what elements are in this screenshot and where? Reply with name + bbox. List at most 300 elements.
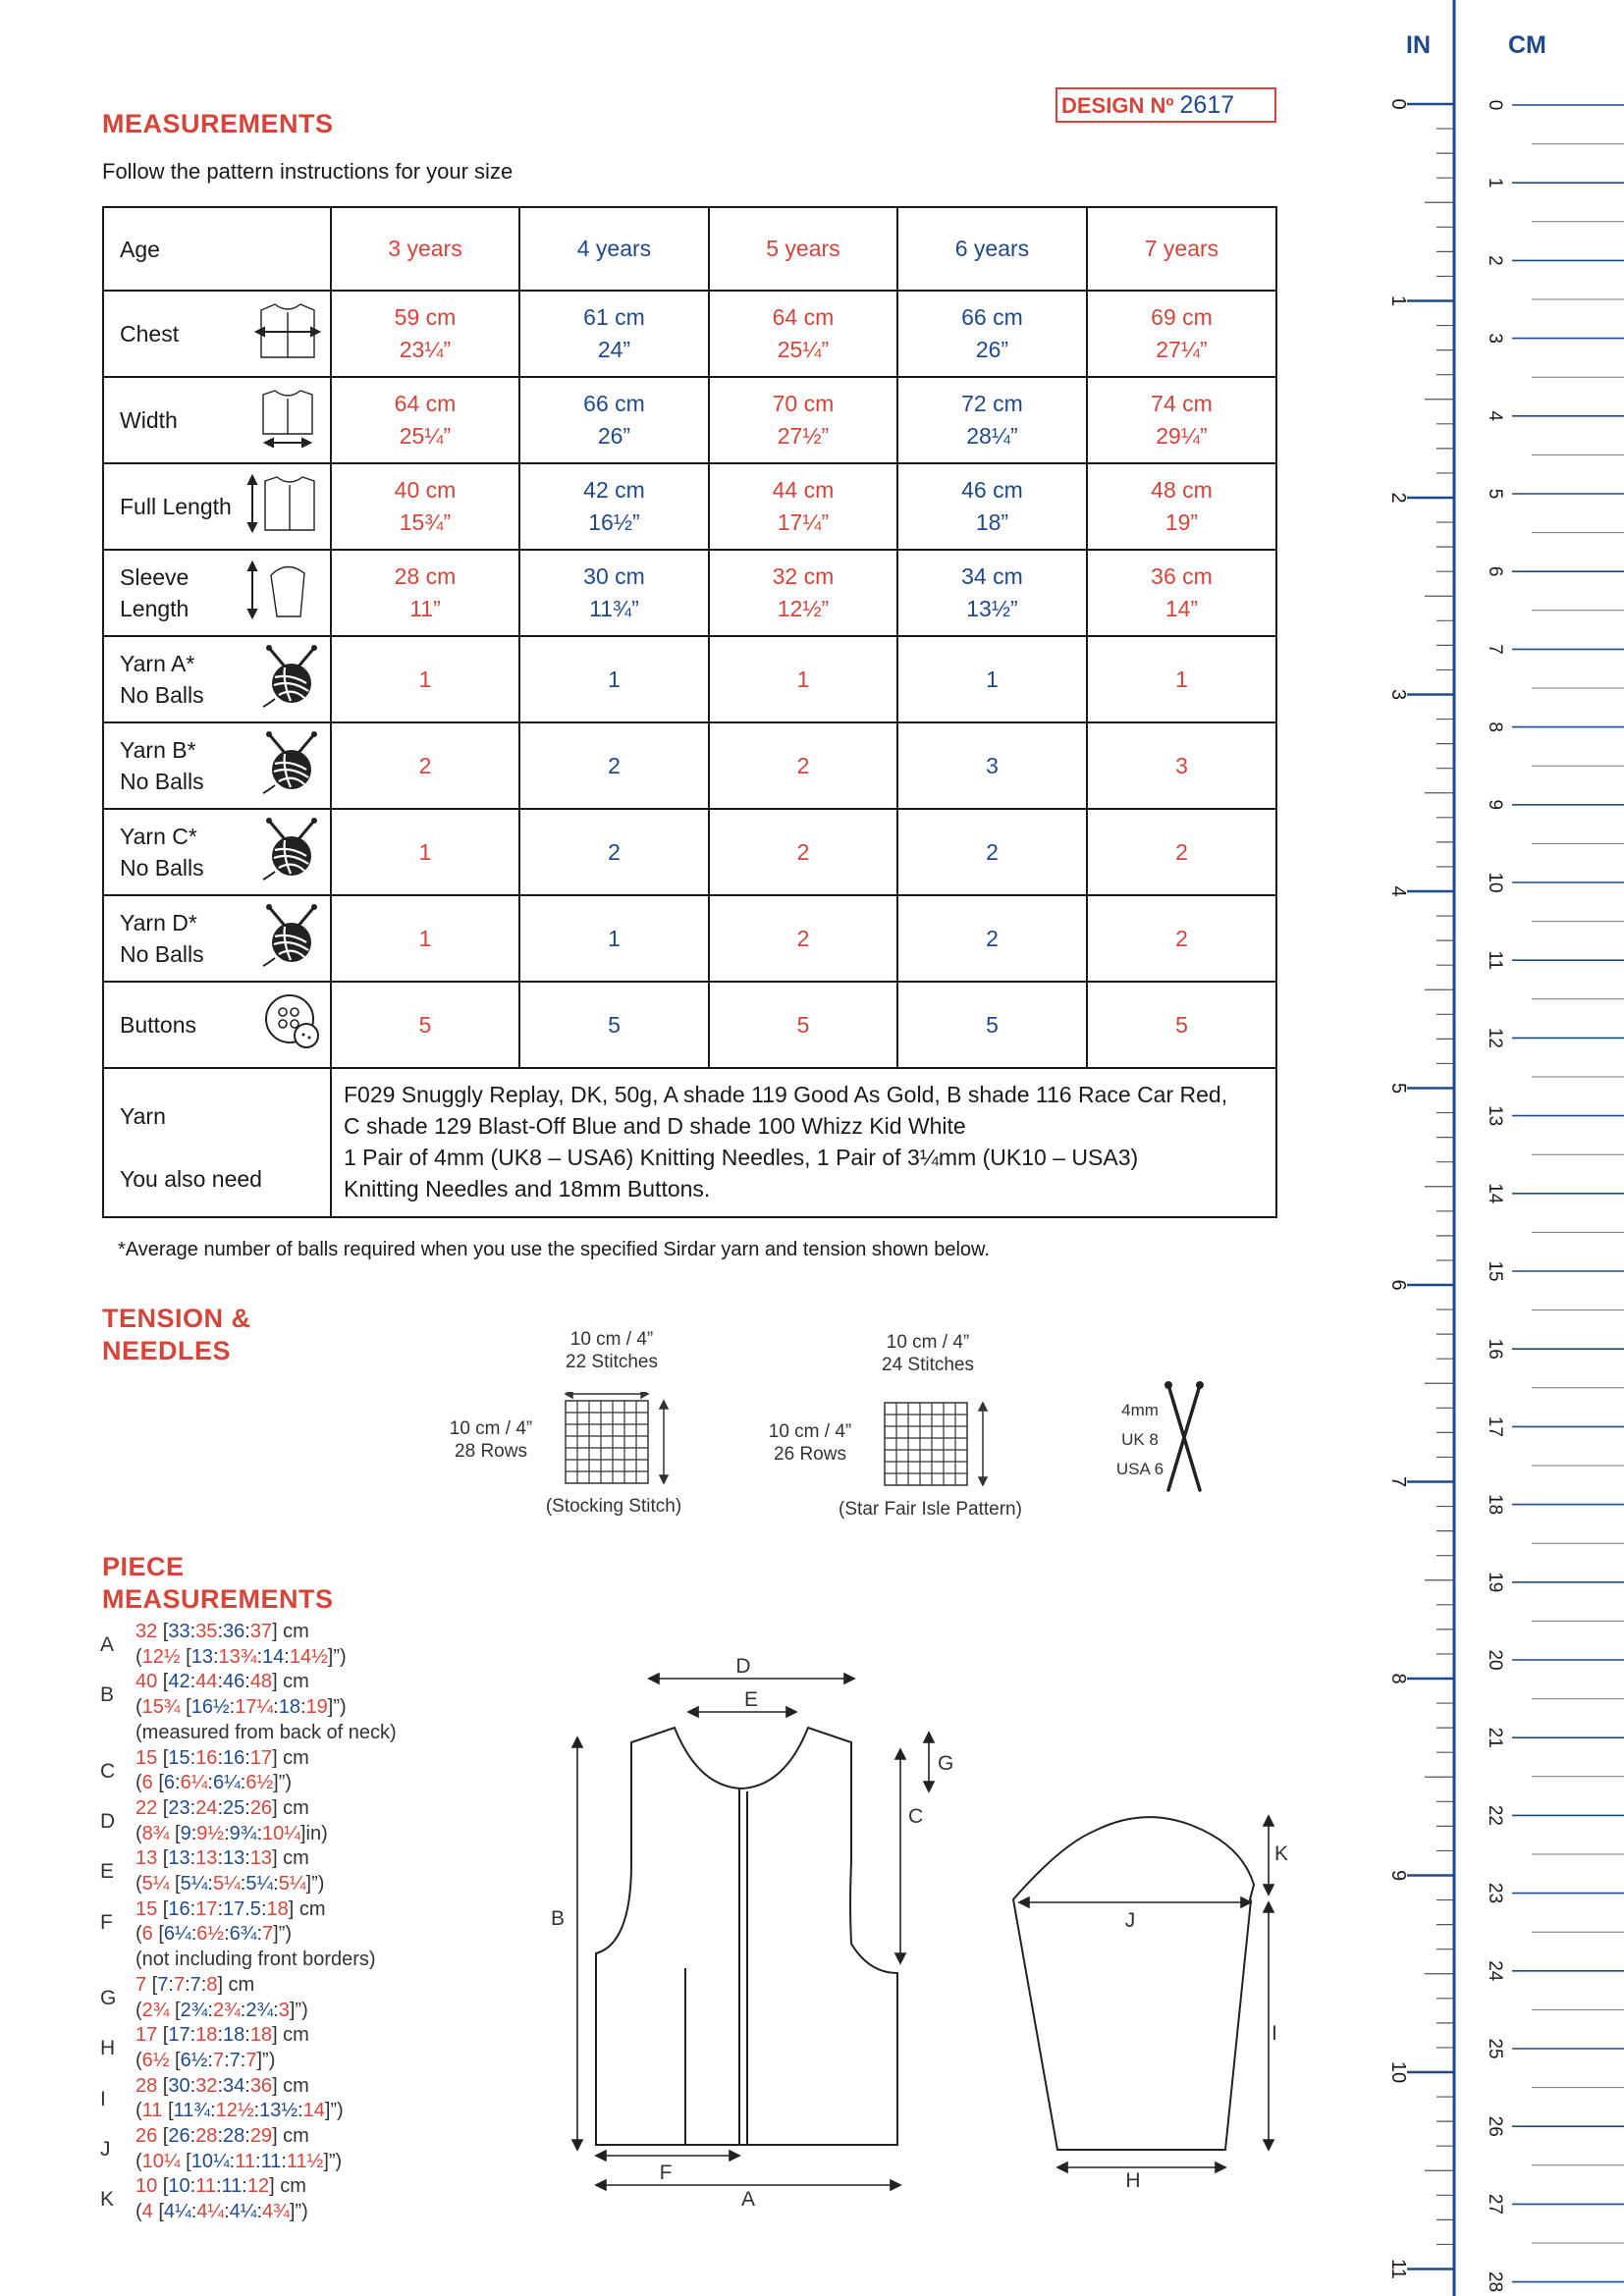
piece-value: : (244, 1621, 250, 1642)
piece-value: 4¼ (163, 2201, 191, 2223)
ruler-cm-label: 1 (1485, 177, 1505, 188)
yarn-label: Yarn (120, 1103, 166, 1129)
piece-letter: J (100, 2138, 111, 2162)
table-cell (709, 982, 897, 1068)
piece-value: ] cm (272, 1847, 309, 1870)
piece-value: : (215, 2175, 222, 2198)
piece-value: 6½ (180, 2049, 208, 2071)
piece-value: 6 (141, 1772, 153, 1794)
piece-value: 6¼ (180, 1772, 208, 1794)
piece-value: 13 (190, 1645, 213, 1668)
piece-value: 7 (189, 1973, 201, 1996)
piece-value: 30 (168, 2074, 190, 2097)
swatch1-grid-icon (560, 1392, 673, 1488)
piece-value: 48 (249, 1671, 273, 1693)
cell-value: 19” (1164, 509, 1199, 535)
piece-value: : (189, 1671, 196, 1693)
piece-item-b (94, 1670, 397, 1745)
table-cell (1087, 636, 1276, 722)
piece-value: [ (157, 2175, 169, 2198)
need-text-line2: Knitting Needles and 18mm Buttons. (343, 1176, 711, 1201)
age-header-3: 6 years (897, 207, 1087, 291)
row-label-cell (103, 550, 331, 636)
table-row (103, 291, 1276, 377)
piece-value: : (260, 1897, 267, 1920)
cell-value: 25¼” (399, 423, 452, 449)
cell-value: 11” (409, 596, 441, 621)
cell-value: 2 (796, 752, 810, 778)
need-text-line1: 1 Pair of 4mm (UK8 – USA6) Knitting Needles, 1 Pair of 3¼mm (UK10 – USA3) (343, 1145, 1139, 1170)
piece-value: [ (180, 1696, 191, 1719)
piece-value: 2¾ (180, 1999, 208, 2021)
row-label-cell (103, 636, 331, 722)
tension-heading (102, 1303, 251, 1367)
piece-value: : (189, 1621, 196, 1642)
piece-value: 7 (229, 2049, 241, 2071)
swatch1-caption: (Stocking Stitch) (545, 1496, 682, 1517)
piece-value: 4¾ (262, 2201, 290, 2223)
table-row (103, 809, 1276, 895)
swatch2-grid-icon (879, 1394, 992, 1490)
piece-value: : (207, 2049, 213, 2071)
swatch2-caption: (Star Fair Isle Pattern) (839, 1499, 1022, 1520)
piece-value: [ (169, 1873, 181, 1896)
piece-heading-line1: PIECE (102, 1552, 185, 1581)
piece-value: 13¾ (218, 1645, 257, 1668)
table-cell (1087, 722, 1276, 809)
piece-value: 13 (195, 1847, 218, 1870)
piece-value: 11 (221, 2175, 243, 2198)
swatch1-stitches: 22 Stitches (566, 1352, 658, 1372)
table-cell (1087, 809, 1276, 895)
row-label-cell (103, 463, 331, 550)
row-label-sub: Length (120, 596, 189, 621)
piece-value: 17.5 (223, 1897, 261, 1920)
cell-value: 59 cm (394, 304, 457, 330)
piece-value: 7 (157, 1973, 169, 1996)
table-cell (709, 377, 897, 463)
width-diagram-icon (253, 387, 322, 454)
ruler-inch-label: 3 (1387, 688, 1409, 701)
piece-value: 11 (235, 2150, 255, 2172)
swatch1-width: 10 cm / 4” (569, 1329, 654, 1350)
cell-value: 66 cm (583, 391, 645, 416)
cell-value: 18” (975, 509, 1009, 535)
piece-value: 12½ (215, 2100, 254, 2122)
knitting-needles-icon (1162, 1379, 1207, 1497)
ruler-inch-label: 4 (1387, 885, 1409, 897)
piece-value: : (240, 1772, 246, 1794)
ruler-cm-label: 27 (1485, 2193, 1505, 2215)
swatch1-height: 10 cm / 4” (449, 1418, 533, 1439)
row-label: Width (120, 407, 178, 433)
table-row (103, 895, 1276, 982)
diagram-label-d: D (735, 1655, 751, 1678)
table-cell (897, 809, 1087, 895)
cell-value: 1 (418, 666, 432, 692)
design-number: 2617 (1179, 91, 1235, 119)
swatch2-top-label (854, 1331, 1001, 1376)
cell-value: 26” (975, 337, 1009, 362)
piece-item-c (94, 1746, 397, 1796)
piece-value: 6½ (196, 1923, 225, 1946)
piece-value: ]”) (273, 1923, 293, 1946)
piece-value: ]in) (299, 1822, 328, 1844)
diagram-label-j: J (1124, 1909, 1136, 1932)
sleeve-diagram-icon (244, 560, 322, 626)
piece-value: : (189, 1796, 196, 1819)
piece-value: : (190, 1923, 197, 1946)
piece-value: ( (135, 1999, 142, 2021)
table-cell (331, 550, 519, 636)
cell-value: 2 (986, 838, 999, 865)
piece-value: 44 (195, 1671, 218, 1693)
design-number-box (1056, 87, 1276, 123)
ruler-cm-label: 23 (1485, 1883, 1505, 1904)
piece-value: : (210, 2100, 216, 2122)
piece-value: ]”) (273, 1772, 293, 1794)
piece-value: : (185, 1973, 190, 1996)
cell-value: 34 cm (961, 563, 1023, 589)
piece-value: 14½ (289, 1645, 328, 1668)
piece-value: 2¾ (141, 1999, 170, 2021)
piece-in (135, 2049, 397, 2074)
table-cell (331, 291, 519, 377)
piece-value: 6½ (141, 2049, 170, 2071)
row-label-cell (103, 895, 331, 982)
table-cell (709, 895, 897, 982)
ruler-cm-label: 7 (1485, 644, 1505, 655)
piece-value: 9 (180, 1822, 191, 1844)
row-label: Full Length (120, 494, 232, 519)
piece-value: 32 (135, 1621, 158, 1642)
table-cell (1087, 463, 1276, 550)
piece-value: : (189, 2024, 196, 2047)
table-cell (331, 722, 519, 809)
tension-heading-line1: TENSION & (102, 1304, 251, 1333)
ruler-inch-label: 5 (1387, 1082, 1409, 1095)
cell-value: 1 (986, 666, 999, 692)
piece-value: : (224, 2201, 230, 2223)
piece-value: ] cm (272, 2125, 309, 2148)
piece-value: 7 (245, 2049, 257, 2071)
piece-value: 2¾ (245, 1999, 274, 2021)
diagram-label-e: E (743, 1688, 759, 1711)
piece-value: : (217, 1847, 223, 1870)
piece-value: : (217, 1796, 223, 1819)
piece-value: ( (135, 1923, 142, 1946)
cell-value: 70 cm (772, 391, 835, 416)
cell-value: 44 cm (772, 477, 835, 503)
piece-value: 11 (260, 2150, 282, 2172)
ruler-inch-label: 7 (1387, 1475, 1409, 1488)
ruler-cm-label: 4 (1485, 410, 1505, 422)
cell-value: 48 cm (1151, 477, 1213, 503)
piece-value: ( (135, 2201, 142, 2223)
piece-value: ( (135, 2150, 142, 2172)
piece-value: : (273, 1873, 279, 1896)
row-label: Sleeve (120, 564, 189, 590)
cell-value: 26” (597, 423, 631, 449)
diagram-label-h: H (1125, 2169, 1141, 2192)
piece-value: 24 (195, 1796, 218, 1819)
row-label: Yarn B* (120, 737, 196, 763)
yarn-text-line2: C shade 129 Blast-Off Blue and D shade 100 Whizz Kid White (343, 1113, 966, 1139)
piece-value: 35 (195, 1621, 218, 1642)
piece-value: 34 (223, 2074, 245, 2097)
piece-value: 13 (249, 1847, 273, 1870)
piece-value: ]”) (327, 1696, 347, 1719)
piece-item-e (94, 1846, 397, 1896)
table-cell (519, 550, 709, 636)
piece-item-i (94, 2074, 397, 2124)
piece-value: 15 (168, 1746, 190, 1769)
piece-value: : (224, 1822, 230, 1844)
yarn-needs-label-cell (103, 1068, 331, 1217)
age-header-2: 5 years (709, 207, 897, 291)
piece-value: 17 (249, 1746, 273, 1769)
ruler-cm-label: 20 (1485, 1649, 1505, 1671)
piece-value: 8 (206, 1973, 218, 1996)
piece-value: : (229, 1696, 236, 1719)
piece-cm (135, 1973, 397, 1999)
cell-value: 15¾” (399, 509, 452, 535)
table-cell (519, 895, 709, 982)
piece-value: [ (157, 1671, 169, 1693)
ruler-cm-label: 0 (1485, 99, 1505, 111)
yarn-ball-icon (261, 903, 322, 974)
balls-footnote: *Average number of balls required when you use the specified Sirdar yarn and tension shown below. (118, 1239, 990, 1260)
piece-value: : (168, 1973, 174, 1996)
piece-value: : (256, 1822, 263, 1844)
piece-value: 9¾ (229, 1822, 257, 1844)
needle-usa: USA 6 (1115, 1460, 1164, 1478)
cell-value: 1 (608, 925, 621, 951)
piece-letter: C (100, 1759, 116, 1783)
piece-value: 17 (135, 2024, 158, 2047)
piece-value: : (244, 1847, 250, 1870)
cell-value: 28¼” (966, 423, 1018, 449)
table-cell (897, 895, 1087, 982)
ruler-inch-label: 8 (1387, 1673, 1409, 1684)
table-cell (897, 291, 1087, 377)
piece-value: 29 (249, 2125, 273, 2148)
ruler-cm-label: 18 (1485, 1494, 1505, 1516)
cell-value: 5 (796, 1011, 810, 1038)
piece-value: ] cm (269, 2175, 306, 2198)
measurements-intro: Follow the pattern instructions for your size (102, 159, 514, 184)
piece-value: : (244, 1671, 250, 1693)
diagram-label-k: K (1274, 1842, 1289, 1865)
piece-heading-line2: MEASUREMENTS (102, 1584, 334, 1614)
piece-letter: A (100, 1633, 115, 1656)
piece-value: 17 (168, 2024, 190, 2047)
piece-value: ( (135, 2049, 142, 2071)
piece-value: 7 (262, 1923, 274, 1946)
swatch2-side-label (751, 1420, 869, 1466)
table-cell (331, 982, 519, 1068)
piece-value: : (253, 2100, 260, 2122)
cell-value: 2 (1175, 925, 1188, 951)
piece-value: ( (135, 1822, 142, 1844)
ruler-cm-label: 8 (1485, 721, 1505, 732)
table-cell (897, 377, 1087, 463)
piece-value: : (175, 1772, 181, 1794)
piece-value: : (189, 1897, 196, 1920)
ruler-cm-label: 21 (1485, 1727, 1505, 1748)
age-label: Age (120, 236, 160, 262)
piece-value: 18 (249, 2024, 273, 2047)
cell-value: 61 cm (583, 304, 645, 330)
piece-value: 28 (223, 2125, 245, 2148)
piece-value: 4 (141, 2201, 153, 2223)
piece-value: 13 (223, 1847, 245, 1870)
cell-value: 1 (796, 666, 810, 692)
piece-value: 42 (168, 1671, 190, 1693)
measurements-table (102, 206, 1277, 1218)
row-label-cell (103, 377, 331, 463)
piece-value: ]”) (289, 1999, 308, 2021)
table-row (103, 982, 1276, 1068)
age-header-0: 3 years (331, 207, 519, 291)
piece-cm (135, 2074, 397, 2100)
piece-letter: E (100, 1860, 115, 1884)
ruler-in-label: IN (1406, 31, 1431, 59)
cell-value: 5 (418, 1011, 432, 1038)
ruler-cm-label: 2 (1485, 255, 1505, 266)
measuring-ruler (1355, 0, 1624, 2296)
piece-value: : (281, 2150, 287, 2172)
also-need-label: You also need (120, 1166, 262, 1192)
piece-value: ] cm (272, 1671, 309, 1693)
piece-value: : (244, 2024, 250, 2047)
row-label-cell (103, 291, 331, 377)
cell-value: 2 (608, 752, 621, 778)
cell-value: 3 (986, 752, 999, 778)
table-cell (897, 550, 1087, 636)
ruler-cm-label: 11 (1485, 950, 1505, 971)
cell-value: 36 cm (1151, 563, 1213, 589)
cell-value: 1 (1175, 666, 1188, 692)
ruler-cm-label: 15 (1485, 1260, 1505, 1282)
ruler-cm-label: 3 (1485, 333, 1505, 344)
row-label: Chest (120, 321, 180, 347)
piece-value: 40 (135, 1671, 158, 1693)
piece-value: : (242, 2175, 247, 2198)
piece-value: 16 (168, 1897, 190, 1920)
ruler-cm-label: 16 (1485, 1338, 1505, 1360)
piece-value: : (229, 2150, 236, 2172)
yarn-ball-icon (261, 817, 322, 887)
measurements-heading: MEASUREMENTS (102, 109, 334, 138)
piece-value: : (240, 2049, 246, 2071)
ruler-cm-label: CM (1508, 31, 1546, 59)
piece-letter: G (100, 1986, 117, 2009)
piece-value: ( (135, 1645, 142, 1668)
piece-value: [ (157, 1847, 169, 1870)
ruler-cm-label: 22 (1485, 1804, 1505, 1826)
ruler-cm-label: 14 (1485, 1183, 1505, 1204)
row-label-sub: No Balls (120, 682, 204, 708)
piece-value: ] cm (272, 2024, 309, 2047)
cell-value: 2 (418, 752, 432, 778)
cell-value: 2 (796, 925, 810, 951)
tension-heading-line2: NEEDLES (102, 1336, 232, 1365)
piece-value: 11¾ (173, 2100, 211, 2122)
cell-value: 11¾” (589, 596, 639, 621)
piece-value: 10 (168, 2175, 190, 2198)
row-label-sub: No Balls (120, 769, 204, 794)
piece-value: : (284, 1645, 290, 1668)
row-label: Yarn C* (120, 824, 197, 849)
cell-value: 5 (986, 1011, 999, 1038)
piece-value: : (207, 1772, 213, 1794)
piece-value: 17 (195, 1897, 218, 1920)
yarn-text-line1: F029 Snuggly Replay, DK, 50g, A shade 119 Good As Gold, B shade 116 Race Car Red, (343, 1082, 1228, 1107)
piece-value: 28 (135, 2074, 158, 2097)
piece-letter: D (100, 1809, 116, 1833)
piece-cm (135, 2174, 397, 2200)
piece-value: [ (157, 2024, 169, 2047)
piece-value: 14 (302, 2100, 325, 2122)
piece-value: 7 (212, 2049, 225, 2071)
row-label: Yarn D* (120, 910, 197, 935)
piece-letter: F (100, 1910, 113, 1934)
piece-value: 13½ (259, 2100, 298, 2122)
ruler-inch-label: 1 (1387, 294, 1409, 307)
table-cell (897, 722, 1087, 809)
piece-value: [ (180, 2150, 191, 2172)
table-cell (331, 636, 519, 722)
row-label-cell (103, 722, 331, 809)
piece-value: 19 (305, 1696, 328, 1719)
cell-value: 64 cm (772, 304, 835, 330)
piece-value: [ (180, 1645, 191, 1668)
table-cell (1087, 377, 1276, 463)
cell-value: 23¼” (399, 337, 452, 362)
piece-value: 36 (223, 1621, 245, 1642)
table-cell (709, 550, 897, 636)
swatch2-stitches: 24 Stitches (882, 1355, 974, 1375)
piece-value: 11½ (286, 2150, 324, 2172)
piece-item-j (94, 2124, 397, 2174)
piece-in (135, 2099, 397, 2124)
cell-value: 17¼” (777, 509, 830, 535)
piece-heading (102, 1551, 334, 1616)
swatch2-width: 10 cm / 4” (886, 1332, 970, 1353)
table-cell (519, 636, 709, 722)
piece-value: 22 (135, 1796, 158, 1819)
row-label-cell (103, 809, 331, 895)
piece-value: : (244, 2125, 250, 2148)
piece-value: 10 (135, 2175, 158, 2198)
piece-value: ( (135, 2100, 142, 2122)
piece-value: 11 (141, 2100, 163, 2122)
swatch1-side-label (432, 1417, 550, 1463)
table-cell (331, 463, 519, 550)
piece-value: 26 (249, 1796, 273, 1819)
table-cell (897, 636, 1087, 722)
piece-value: 10¼ (262, 1822, 300, 1844)
diagram-label-g: G (938, 1752, 954, 1775)
piece-in (135, 1771, 397, 1796)
piece-value: : (217, 1621, 223, 1642)
piece-value: [ (162, 2100, 174, 2122)
table-cell (897, 463, 1087, 550)
piece-value: 9½ (196, 1822, 225, 1844)
piece-value: 8¾ (141, 1822, 170, 1844)
table-cell (709, 809, 897, 895)
